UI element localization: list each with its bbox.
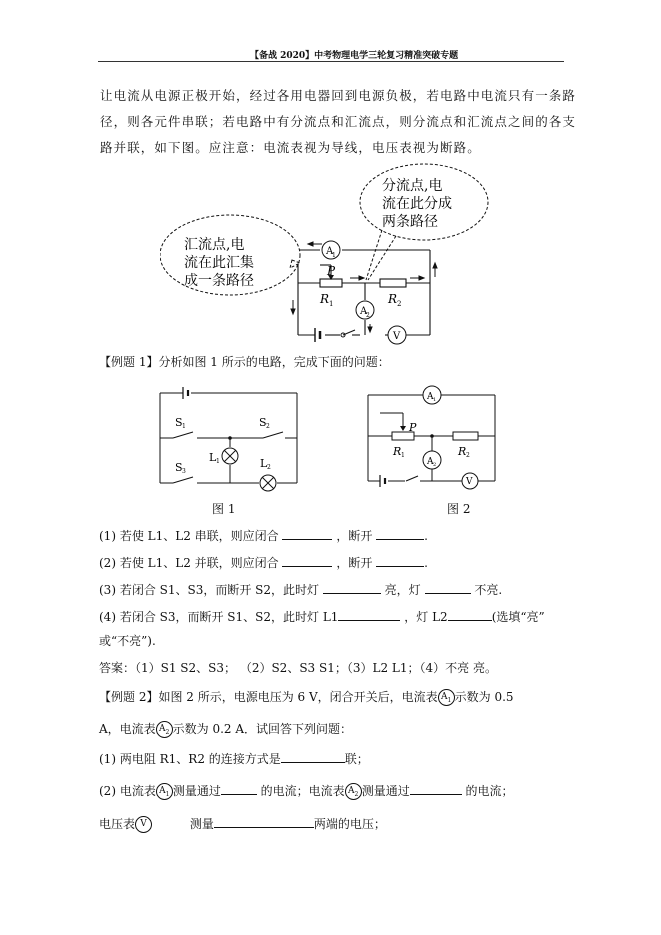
answer-blank[interactable] <box>281 751 345 763</box>
R2-label: R <box>388 292 398 306</box>
svg-text:2: 2 <box>266 423 270 430</box>
svg-text:1: 1 <box>329 300 334 308</box>
fig2-A1-label: A <box>427 392 434 402</box>
svg-text:1: 1 <box>182 423 186 430</box>
svg-text:1: 1 <box>433 397 437 403</box>
question-3: (3) 若闭合 S1、S3，而断开 S2，此时灯 亮，灯 不亮. <box>99 583 503 597</box>
fig1-S1-label: S <box>175 416 183 429</box>
example2-line-2: A，电流表 $A_2$ 示数为 0.2 A．试回答下列问题： <box>99 722 353 736</box>
figure-1-caption: 图 1 <box>212 502 236 516</box>
svg-text:2: 2 <box>466 452 470 459</box>
fig2-R1-label: R <box>393 445 402 458</box>
svg-text:3: 3 <box>182 468 186 475</box>
answer-blank[interactable] <box>282 555 332 567</box>
ammeter-A1-icon: $A_1$ <box>438 689 455 706</box>
fig2-A2-label: A <box>427 457 434 467</box>
example2-question-2: (2) 电流表 $A_1$ 测量通过 的电流；电流表 $A_2$ 测量通过 的电流； <box>99 784 514 798</box>
figure-2-circuit <box>360 383 505 493</box>
bubble-split-line-3: 两条路径 <box>382 214 438 230</box>
question-2: (2) 若使 L1、L2 并联，则应闭合 ，断开 . <box>99 556 428 570</box>
answer-blank[interactable] <box>410 783 462 795</box>
bubble-split-line-1: 分流点,电 <box>382 178 443 194</box>
bubble-merge-line-1: 汇流点,电 <box>184 237 245 253</box>
example1-label: 【例题 1】 <box>99 355 159 369</box>
figure-1-circuit <box>155 383 305 493</box>
fig2-V-label: V <box>466 477 473 487</box>
fig2-R2-label: R <box>458 445 467 458</box>
fig1-S3-label: S <box>175 461 183 474</box>
svg-text:2: 2 <box>267 464 271 471</box>
answer-blank[interactable] <box>376 555 424 567</box>
answer-blank[interactable] <box>221 783 257 795</box>
example2-question-1: (1) 两电阻 R1、R2 的连接方式是 联； <box>99 752 369 766</box>
answer-blank[interactable] <box>282 528 332 540</box>
header-rule <box>98 61 564 62</box>
answer-blank[interactable] <box>214 816 314 828</box>
intro-line-2: 径，则各元件串联；若电路中有分流点和汇流点，则分流点和汇流点之间的各支 <box>100 114 577 129</box>
answer-blank[interactable] <box>323 582 381 594</box>
ammeter-A2-icon: $A_2$ <box>156 721 173 738</box>
question-4: (4) 若闭合 S3，而断开 S1、S2，此时灯 L1 ，灯 L2 (选填“亮” <box>99 610 545 624</box>
svg-text:1: 1 <box>332 252 336 259</box>
answer-blank[interactable] <box>338 609 400 621</box>
question-4-cont: 或“不亮”). <box>99 634 156 648</box>
example2-line-1: 【例题 2】如图 2 所示，电源电压为 6 V，闭合开关后，电流表 $A_1$ 示数为 0.5 <box>99 690 514 704</box>
meter-A2-label: A <box>360 306 368 317</box>
meter-V-label: V <box>393 331 401 342</box>
intro-line-1: 让电流从电源正极开始，经过各用电器回到电源负极，若电路中电流只有一条路 <box>100 88 577 103</box>
page-header: 【备战 2020】中考物理电学三轮复习精准突破专题 <box>250 51 459 61</box>
circuit-diagram-main <box>160 160 500 360</box>
bubble-split-line-2: 流在此分成 <box>382 196 452 212</box>
slider-P-label: P <box>327 264 336 278</box>
example1-answer: 答案：（1）S1 S2、S3； （2）S2、S3 S1；（3）L2 L1；（4）不亮 亮。 <box>99 661 497 675</box>
bubble-merge-line-3: 成一条路径 <box>184 273 254 289</box>
fig1-L1-label: L <box>209 451 217 464</box>
ammeter-A1-icon: $A_1$ <box>156 783 173 800</box>
example2-label: 【例题 2】 <box>99 690 159 704</box>
fig1-L2-label: L <box>260 457 268 470</box>
fig1-S2-label: S <box>259 416 267 429</box>
answer-blank[interactable] <box>425 582 471 594</box>
svg-text:2: 2 <box>397 300 402 308</box>
R1-label: R <box>320 292 330 306</box>
svg-text:1: 1 <box>216 458 220 465</box>
question-1: (1) 若使 L1、L2 串联，则应闭合 ，断开 . <box>99 529 428 543</box>
svg-text:1: 1 <box>401 452 405 459</box>
svg-text:2: 2 <box>433 462 437 468</box>
meter-A1-label: A <box>326 246 334 257</box>
answer-blank[interactable] <box>376 528 424 540</box>
svg-text:2: 2 <box>366 312 370 319</box>
example2-question-3: 电压表 V 测量 两端的电压； <box>99 817 386 831</box>
intro-line-3: 路并联，如下图。应注意：电流表视为导线，电压表视为断路。 <box>100 140 481 155</box>
figure-2-caption: 图 2 <box>447 502 471 516</box>
bubble-merge-line-2: 流在此汇集 <box>184 255 254 271</box>
voltmeter-icon: V <box>135 816 152 833</box>
example1-heading <box>99 353 390 370</box>
example1-text: 分析如图 1 所示的电路，完成下面的问题： <box>158 355 390 369</box>
ammeter-A2-icon: $A_2$ <box>345 783 362 800</box>
fig2-P-label: P <box>409 421 417 434</box>
answer-blank[interactable] <box>448 609 492 621</box>
